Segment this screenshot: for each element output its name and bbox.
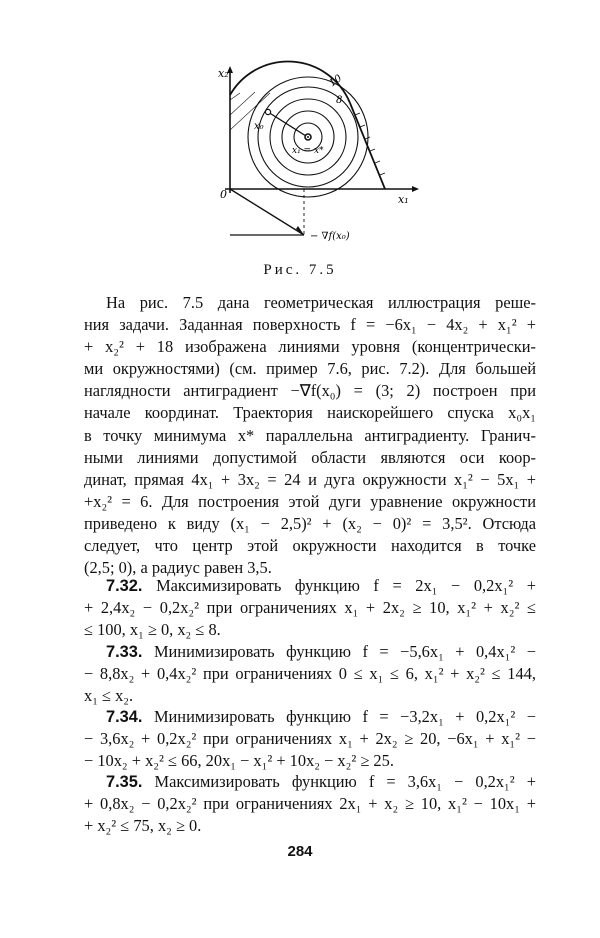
text-line: ния задачи. Заданная поверхность f = −6x₁ − 4x₂ + x₁² + — [84, 315, 536, 335]
text-line: начале координат. Траектория наискорейшего спуска x₀x₁ — [84, 403, 536, 423]
text-line: наглядности антиградиент −∇f(x₀) = (3; 2) построен при — [84, 381, 536, 401]
text-line — [84, 771, 536, 793]
problem-number: 7.32. — [106, 577, 143, 595]
text-line: На рис. 7.5 дана геометрическая иллюстрация реше- — [106, 293, 536, 312]
constraint-line — [350, 103, 385, 189]
x1-axis-label: x₁ — [398, 193, 409, 206]
text-line: − 3,6x₂ + 0,2x₂² при ограничениях x₁ + 2x₂ ≥ 20, −6x₁ + x₁² − — [84, 729, 536, 749]
text-line: + 2,4x₂ − 0,2x₂² при ограничениях x₁ + 2x₂ ≥ 10, x₁² + x₂² ≤ — [84, 598, 536, 618]
text-line: − 10x₂ + x₂² ≤ 66, 20x₁ − x₁² + 10x₂ − x₂² ≥ 25. — [84, 751, 394, 771]
text-line: ≤ 100, x₁ ≥ 0, x₂ ≤ 8. — [84, 620, 221, 640]
origin-label: 0 — [220, 188, 227, 201]
text-line: следует, что центр этой окружности находится в точке — [84, 536, 536, 556]
problem-text: Минимизировать функцию f = −3,2x₁ + 0,2x₁² − — [153, 707, 537, 726]
figure-caption: Рис. 7.5 — [263, 262, 337, 278]
problem-number: 7.34. — [106, 708, 143, 726]
antigradient-vector — [230, 189, 304, 235]
page-number: 284 — [287, 843, 313, 860]
level-label-8: 8 — [336, 95, 343, 106]
antigradient-label: − ∇f(x₀) — [310, 231, 350, 242]
text-line: − 8,8x₂ + 0,4x₂² при ограничениях 0 ≤ x₁ ≤ 6, x₁² + x₂² ≤ 144, — [84, 664, 536, 684]
text-line: динат, прямая 4x₁ + 3x₂ = 24 и дуга окружности x₁² − 5x₁ + — [84, 469, 536, 489]
problem-number: 7.35. — [106, 773, 143, 791]
problem-number: 7.33. — [106, 643, 143, 661]
text-line — [84, 706, 536, 728]
problem-text: Максимизировать функцию f = 3,6x₁ − 0,2x₁² + — [154, 772, 536, 791]
text-line: в точку минимума x* параллельна антиградиенту. Гранич- — [84, 425, 536, 445]
x0-point — [265, 109, 270, 114]
x1-axis-arrow — [412, 186, 419, 192]
text-line: +x₂² = 6. Для построения этой дуги уравнение окружности — [84, 491, 536, 511]
intro-paragraph — [84, 292, 536, 579]
text-line: + 0,8x₂ − 0,2x₂² при ограничениях 2x₁ + x₂ ≥ 10, x₁² − 10x₁ + — [84, 794, 536, 814]
problem-text: Максимизировать функцию f = 2x₁ − 0,2x₁² + — [156, 576, 536, 595]
feasible-hatching — [230, 92, 270, 130]
x2-axis-label: x₂ — [218, 67, 229, 80]
problem-7-33 — [84, 641, 536, 707]
text-line: ми окружностями) (см. пример 7.6, рис. 7.2). Для большей — [84, 359, 536, 379]
problem-7-35 — [84, 771, 536, 837]
figure-7-5 — [200, 55, 420, 255]
text-line: приведено к виду (x₁ − 2,5)² + (x₂ − 0)² = 3,5². Отсюда — [84, 513, 536, 533]
problem-7-34 — [84, 706, 536, 772]
text-line — [84, 575, 536, 597]
text-line: x₁ ≤ x₂. — [84, 686, 134, 706]
problem-text: Минимизировать функцию f = −5,6x₁ + 0,4x₁² − — [153, 642, 537, 661]
boundary-ticks — [355, 113, 385, 175]
text-line: ными линиями допустимой области являются оси коор- — [84, 447, 536, 467]
level-label-10: 10 — [327, 73, 345, 90]
minimum-label: x₁ = x* — [292, 146, 324, 156]
problem-7-32 — [84, 575, 536, 641]
text-line: (2,5; 0), а радиус равен 3,5. — [84, 558, 272, 578]
text-line: + x₂² + 18 изображена линиями уровня (концентрически- — [84, 337, 536, 357]
x0-label: x₀ — [254, 121, 264, 132]
text-line — [84, 641, 536, 663]
text-line: + x₂² ≤ 75, x₂ ≥ 0. — [84, 816, 202, 836]
descent-trajectory — [268, 112, 306, 136]
